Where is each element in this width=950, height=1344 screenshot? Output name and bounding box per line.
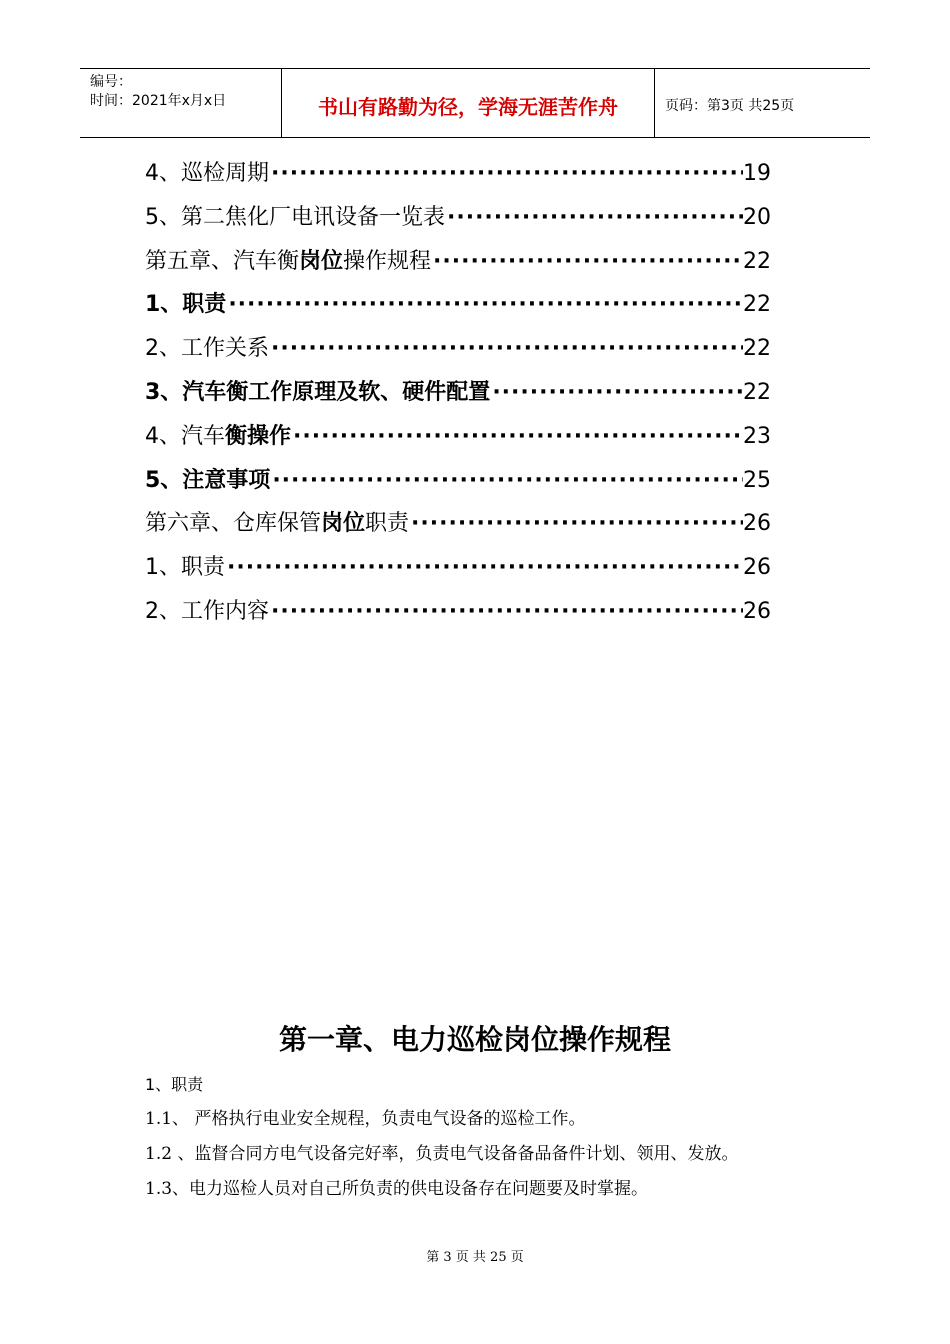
header-motto: 书山有路勤为径，学海无涯苦作舟 [282, 69, 655, 137]
header-meta-cell [80, 69, 282, 137]
chapter-title: 第一章、电力巡检岗位操作规程 [278, 1023, 671, 1056]
table-of-contents [145, 152, 771, 634]
page-footer: 第 3 页 共 25 页 [426, 1250, 524, 1265]
toc-entry-label: 第六章、仓库保管岗位职责 [145, 511, 410, 537]
toc-entry-label: 2、工作内容 [145, 598, 269, 624]
toc-leader-dots [490, 371, 743, 415]
toc-entry[interactable] [145, 415, 771, 459]
toc-entry-label: 4、汽车衡操作 [145, 423, 292, 449]
toc-entry[interactable] [145, 283, 771, 327]
toc-leader-dots [445, 196, 743, 240]
toc-leader-dots [269, 590, 743, 634]
toc-entry[interactable] [145, 371, 771, 415]
toc-page-number: 22 [743, 336, 771, 362]
toc-entry-label: 1、职责 [145, 292, 227, 318]
toc-entry-label: 5、第二焦化厂电讯设备一览表 [145, 204, 445, 230]
paragraph: 1.3、电力巡检人员对自己所负责的供电设备存在问题要及时掌握。 [145, 1179, 649, 1199]
toc-page-number: 23 [743, 423, 771, 449]
toc-page-number: 22 [743, 292, 771, 318]
toc-entry[interactable] [145, 327, 771, 371]
toc-leader-dots [431, 240, 743, 284]
document-header [80, 68, 870, 138]
toc-entry-label: 2、工作关系 [145, 336, 269, 362]
toc-leader-dots [226, 283, 743, 327]
section-heading: 1、职责 [145, 1075, 204, 1094]
toc-entry-label: 第五章、汽车衡岗位操作规程 [145, 248, 432, 274]
toc-leader-dots [269, 152, 743, 196]
toc-entry-label: 1、职责 [145, 555, 225, 581]
toc-entry[interactable] [145, 152, 771, 196]
time-label: 时间：2021年x月x日 [90, 93, 227, 109]
toc-entry[interactable] [145, 546, 771, 590]
toc-leader-dots [225, 546, 743, 590]
toc-entry[interactable] [145, 240, 771, 284]
toc-entry[interactable] [145, 502, 771, 546]
toc-leader-dots [291, 415, 743, 459]
toc-leader-dots [270, 459, 743, 503]
toc-entry[interactable] [145, 459, 771, 503]
toc-entry-label: 4、巡检周期 [145, 161, 269, 186]
toc-page-number: 25 [743, 467, 771, 493]
code-label: 编号： [90, 74, 132, 90]
toc-leader-dots [269, 327, 743, 371]
toc-entry-label: 3、汽车衡工作原理及软、硬件配置 [145, 379, 491, 405]
toc-page-number: 26 [743, 555, 771, 581]
toc-page-number: 26 [743, 598, 771, 624]
toc-entry[interactable] [145, 590, 771, 634]
header-page-info: 页码：第3页 共25页 [665, 98, 795, 114]
toc-page-number: 26 [743, 511, 771, 537]
paragraph: 1.2 、监督合同方电气设备完好率，负责电气设备备品备件计划、领用、发放。 [145, 1144, 739, 1164]
toc-entry[interactable] [145, 196, 771, 240]
toc-page-number: 20 [743, 204, 771, 230]
toc-entry-label: 5、注意事项 [145, 467, 271, 493]
toc-leader-dots [409, 502, 743, 546]
toc-page-number: 22 [743, 379, 771, 405]
toc-page-number: 22 [743, 248, 771, 274]
toc-page-number: 19 [743, 161, 771, 186]
paragraph: 1.1、 严格执行电业安全规程，负责电气设备的巡检工作。 [145, 1109, 586, 1129]
